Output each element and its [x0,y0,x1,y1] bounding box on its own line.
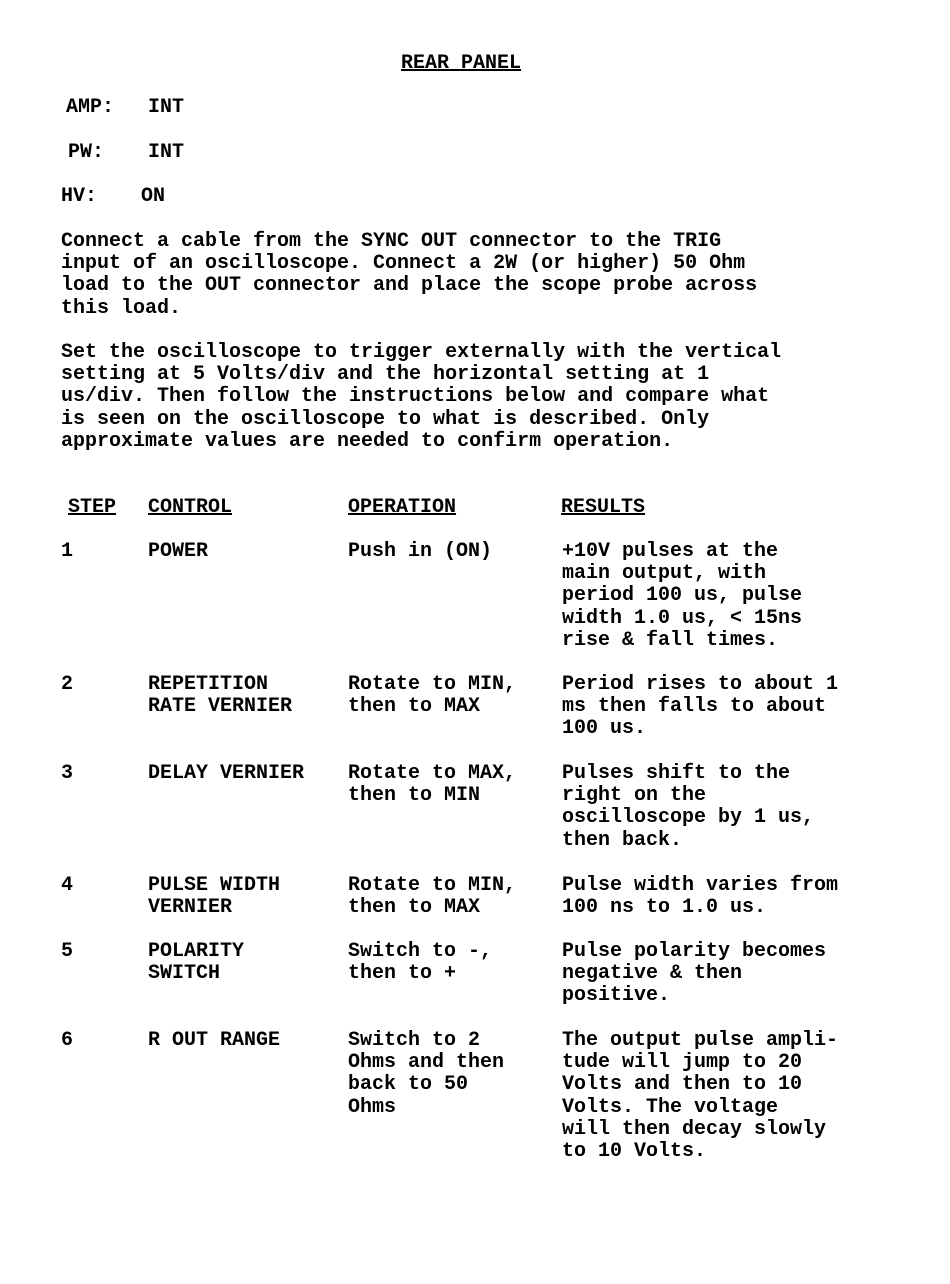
operation-text: Rotate to MIN, then to MAX [348,673,517,719]
operation-text: Push in (ON) [348,540,493,563]
control-name: DELAY VERNIER [148,762,305,785]
step-number: 4 [61,874,74,897]
operation-text: Rotate to MAX, then to MIN [348,762,517,808]
control-name: POWER [148,540,209,563]
step-number: 3 [61,762,74,785]
table-header-control: CONTROL [148,496,233,519]
page-title: REAR PANEL [401,52,522,75]
setting-label-pw: PW: [68,141,105,164]
control-name: REPETITION RATE VERNIER [148,673,293,719]
results-text: Pulse polarity becomes negative & then positive. [562,940,827,1008]
setting-value-amp: INT [148,96,185,119]
results-text: Period rises to about 1 ms then falls to about 100 us. [562,673,839,741]
results-text: Pulses shift to the right on the oscilloscope by 1 us, then back. [562,762,815,852]
table-header-operation: OPERATION [348,496,457,519]
operation-text: Rotate to MIN, then to MAX [348,874,517,920]
results-text: +10V pulses at the main output, with period 100 us, pulse width 1.0 us, < 15ns rise & fall times. [562,540,803,652]
step-number: 6 [61,1029,74,1052]
setting-label-hv: HV: [61,185,98,208]
table-header-results: RESULTS [561,496,646,519]
control-name: PULSE WIDTH VERNIER [148,874,281,920]
paragraph-connection: Connect a cable from the SYNC OUT connector to the TRIG input of an oscilloscope. Connect a 2W (or higher) 50 Ohm load to the OUT connector and place the scope probe across this load. [61,230,758,320]
results-text: The output pulse ampli- tude will jump to 20 Volts and then to 10 Volts. The voltage will then decay slowly to 10 Volts. [562,1029,839,1164]
setting-value-pw: INT [148,141,185,164]
setting-label-amp: AMP: [66,96,115,119]
operation-text: Switch to -, then to + [348,940,493,986]
setting-value-hv: ON [141,185,166,208]
step-number: 5 [61,940,74,963]
step-number: 2 [61,673,74,696]
control-name: R OUT RANGE [148,1029,281,1052]
control-name: POLARITY SWITCH [148,940,245,986]
operation-text: Switch to 2 Ohms and then back to 50 Ohms [348,1029,505,1119]
table-header-step: STEP [68,496,117,519]
paragraph-instructions: Set the oscilloscope to trigger externally with the vertical setting at 5 Volts/div and the horizontal setting at 1 us/div. Then follow the instructions below and compare what is seen on the oscilloscope to what is described. Only approximate values are needed to confirm operation. [61,341,782,453]
results-text: Pulse width varies from 100 ns to 1.0 us. [562,874,839,920]
step-number: 1 [61,540,74,563]
